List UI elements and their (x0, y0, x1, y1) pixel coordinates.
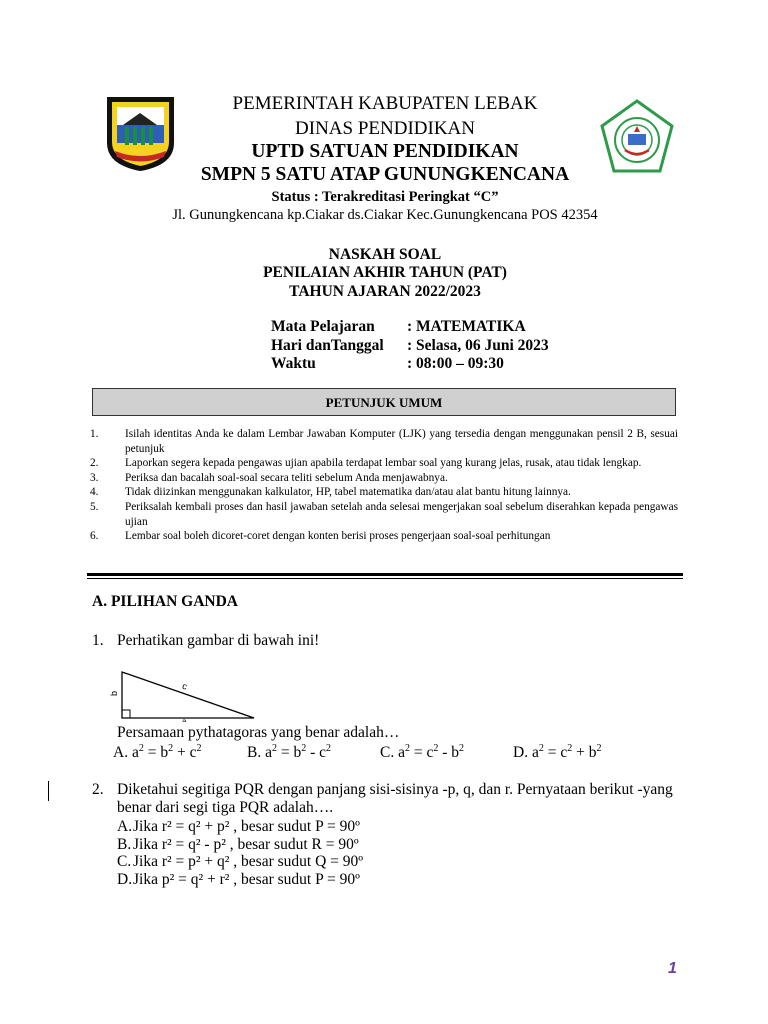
option-letter: B. (117, 836, 132, 853)
option-text: Jika r² = q² - p² , besar sudut R = 90º (133, 836, 359, 853)
option-a[interactable] (113, 744, 247, 762)
option-letter: C. (117, 853, 132, 870)
option-b[interactable] (117, 836, 359, 854)
option-letter: D. (513, 744, 529, 761)
equals: = (409, 744, 427, 761)
item-text: Periksalah kembali proses dan hasil jawaban setelah anda selesai mengerjakan soal sebelum diserahkan kepada pengawas ujian (125, 500, 678, 528)
item-text: Laporkan segera kepada pengawas ujian apabila terdapat lembar soal yang kurang jelas, rusak, atau tidak lengkap. (125, 457, 642, 470)
regency-logo (103, 95, 178, 173)
term: c (560, 744, 568, 761)
option-text: Jika r² = q² + p² , besar sudut P = 90º (133, 818, 360, 835)
list-item (90, 427, 678, 456)
exponent: 2 (326, 743, 332, 754)
option-a[interactable] (117, 818, 360, 836)
info-value: : Selasa, 06 Juni 2023 (407, 337, 549, 354)
exponent: 2 (538, 743, 544, 754)
option-c[interactable] (117, 853, 363, 871)
term: b (160, 744, 169, 761)
info-value: : 08:00 – 09:30 (407, 355, 504, 372)
term: b (293, 744, 302, 761)
info-date (271, 337, 549, 355)
term: a (265, 744, 272, 761)
term: b (588, 744, 597, 761)
side-c-label: c (181, 680, 189, 692)
option-letter: A. (117, 818, 133, 835)
exponent: 2 (168, 743, 174, 754)
header-unit: UPTD SATUAN PENDIDIKAN (251, 141, 519, 162)
info-time (271, 355, 504, 373)
option-letter: C. (380, 744, 395, 761)
section-heading: A. PILIHAN GANDA (92, 593, 238, 610)
info-label: Mata Pelajaran (271, 318, 375, 335)
equals: = (543, 744, 561, 761)
exponent: 2 (138, 743, 144, 754)
divider-thin (87, 578, 683, 579)
side-a-label: a (182, 717, 187, 722)
item-text: Lembar soal boleh dicoret-coret dengan konten berisi proses pengerjaan soal-soal perhitungan (125, 530, 551, 543)
question-number: 2. (92, 781, 104, 798)
info-subject (271, 318, 526, 336)
question-text: Perhatikan gambar di bawah ini! (117, 632, 320, 649)
list-item (90, 500, 678, 529)
header-status: Status : Terakreditasi Peringkat “C” (271, 189, 499, 205)
exponent: 2 (404, 743, 410, 754)
exponent: 2 (433, 743, 439, 754)
page-number: 1 (668, 960, 677, 977)
option-d[interactable] (117, 871, 360, 889)
doc-year: TAHUN AJARAN 2022/2023 (289, 283, 481, 300)
option-b[interactable] (247, 744, 380, 762)
doc-subtitle: PENILAIAN AKHIR TAHUN (PAT) (263, 264, 507, 281)
school-logo (598, 98, 676, 176)
item-text: Tidak diizinkan menggunakan kalkulator, HP, tabel matematika dan/atau alat bantu hitung lainnya. (125, 486, 571, 499)
exponent: 2 (271, 743, 277, 754)
exponent: 2 (196, 743, 202, 754)
term: b (451, 744, 460, 761)
exponent: 2 (567, 743, 573, 754)
list-item (90, 456, 678, 471)
option-letter: D. (117, 871, 133, 888)
header-school-name: SMPN 5 SATU ATAP GUNUNGKENCANA (200, 164, 570, 185)
exponent: 2 (459, 743, 465, 754)
exponent: 2 (301, 743, 307, 754)
doc-title: NASKAH SOAL (328, 246, 442, 263)
exponent: 2 (596, 743, 602, 754)
divider-thick (87, 573, 683, 576)
term: a (131, 744, 139, 761)
option-text: Jika p² = q² + r² , besar sudut P = 90º (133, 871, 360, 888)
item-number: 6. (90, 530, 99, 543)
option-d[interactable] (513, 744, 601, 762)
term: c (426, 744, 434, 761)
question-prompt: Persamaan pythatagoras yang benar adalah… (117, 724, 400, 741)
answer-options (113, 744, 601, 762)
item-text: Isilah identitas Anda ke dalam Lembar Jawaban Komputer (LJK) yang tersedia dengan menggunakan pensil 2 B, sesuai petunjuk (125, 428, 678, 455)
question-number: 1. (92, 632, 104, 649)
item-number: 5. (90, 500, 99, 513)
option-text: Jika r² = p² + q² , besar sudut Q = 90º (133, 853, 364, 870)
right-triangle-figure (108, 664, 268, 722)
item-number: 2. (90, 457, 99, 470)
list-item (90, 529, 678, 544)
text-cursor (48, 781, 49, 801)
header-department: DINAS PENDIDIKAN (295, 118, 475, 139)
term: c (319, 744, 327, 761)
list-item (90, 485, 678, 500)
operator: - (438, 744, 452, 761)
term: c (189, 744, 197, 761)
operator: - (306, 744, 320, 761)
equals: = (276, 744, 294, 761)
item-number: 4. (90, 486, 99, 499)
info-label: Hari danTanggal (271, 337, 384, 354)
header-government: PEMERINTAH KABUPATEN LEBAK (232, 93, 538, 114)
item-number: 3. (90, 471, 99, 484)
instructions-heading: PETUNJUK UMUM (92, 388, 676, 416)
side-b-label: b (109, 690, 119, 696)
instructions-list (90, 427, 678, 544)
item-number: 1. (90, 428, 99, 440)
header-address: Jl. Gunungkencana kp.Ciakar ds.Ciakar Kec.Gunungkencana POS 42354 (172, 207, 598, 223)
question-text: Diketahui segitiga PQR dengan panjang sisi-sisinya -p, q, dan r. Pernyataan berikut -yang (117, 781, 673, 798)
operator: + (572, 744, 589, 761)
operator: + (173, 744, 190, 761)
option-letter: B. (247, 744, 262, 761)
option-c[interactable] (380, 744, 513, 762)
option-letter: A. (113, 744, 129, 761)
term: a (531, 744, 539, 761)
equals: = (143, 744, 161, 761)
list-item (90, 471, 678, 486)
item-text: Periksa dan bacalah soal-soal secara teliti sebelum Anda menjawabnya. (125, 471, 448, 484)
info-value: : MATEMATIKA (407, 318, 526, 335)
term: a (398, 744, 405, 761)
question-text-cont: benar dari segi tiga PQR adalah…. (117, 799, 334, 816)
info-label: Waktu (271, 355, 316, 372)
